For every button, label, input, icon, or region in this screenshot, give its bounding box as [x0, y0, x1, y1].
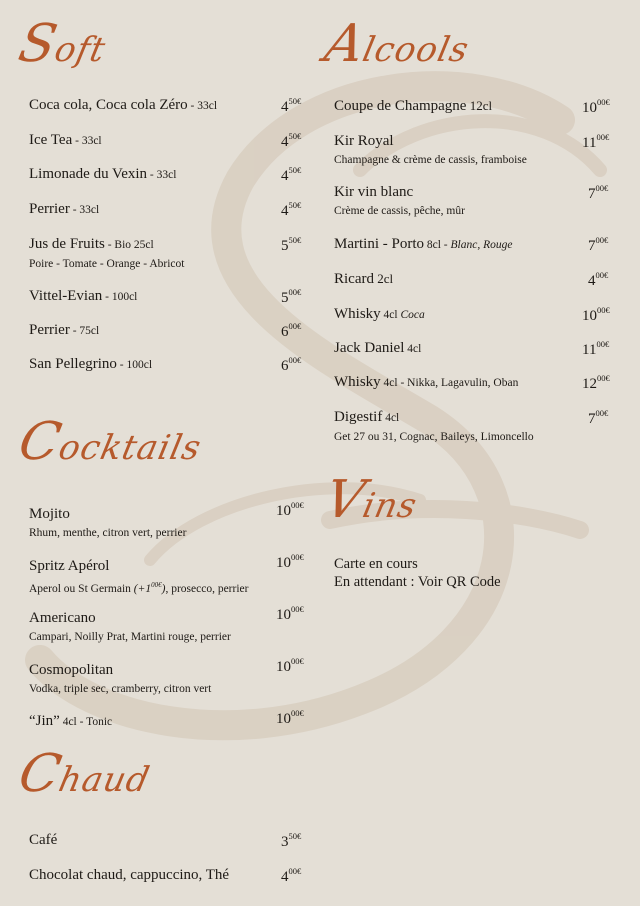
item-description: Aperol ou St Germain $(+1^{00€})$, prosecco, perrier: [29, 581, 249, 595]
item-description: Champagne & crème de cassis, framboise: [334, 154, 527, 166]
section-title-chaud-cap: C: [13, 744, 68, 804]
item-description: Crème de cassis, pêche, mûr: [334, 205, 465, 217]
item-name: Chocolat chaud, cappuccino, Thé: [29, 867, 230, 883]
section-title-alcools-rest: lcools: [359, 30, 473, 70]
item-size: - 75cl: [69, 325, 100, 337]
section-title-soft-rest: oft: [51, 30, 110, 70]
item-price: $4^{50€}$: [281, 131, 302, 150]
menu-item: [29, 287, 137, 306]
item-price: $3^{50€}$: [281, 831, 302, 850]
menu-item: [29, 165, 176, 184]
item-name: Americano: [29, 610, 96, 626]
item-name: San Pellegrino: [29, 356, 117, 372]
item-name: Martini - Porto: [334, 236, 424, 252]
menu-item: [334, 97, 492, 115]
item-size: - Bio 25cl: [104, 239, 154, 251]
section-title-vins: [320, 470, 425, 530]
section-title-soft-cap: S: [13, 14, 64, 74]
item-size: 4cl: [382, 412, 400, 424]
item-price: $10^{00€}$: [276, 500, 304, 519]
item-name: Limonade du Vexin: [29, 166, 148, 182]
item-size: - 100cl: [116, 359, 153, 371]
menu-item: [334, 408, 534, 445]
item-description: Get 27 ou 31, Cognac, Baileys, Limoncello: [334, 431, 534, 443]
menu-item: [29, 557, 248, 597]
item-name: Spritz Apérol: [29, 558, 110, 574]
item-name: Ice Tea: [29, 132, 73, 148]
item-description: Rhum, menthe, citron vert, perrier: [29, 527, 187, 539]
section-title-alcools-cap: A: [319, 14, 371, 74]
item-price: $10^{00€}$: [582, 305, 610, 324]
item-price: $11^{00€}$: [582, 132, 610, 151]
item-size-variant: Blanc, Rouge: [450, 239, 513, 251]
menu-item: [29, 831, 57, 849]
item-size: - 100cl: [102, 291, 138, 303]
menu-item: [29, 609, 231, 645]
item-price: $5^{00€}$: [281, 287, 302, 306]
menu-item: [29, 866, 229, 884]
section-title-vins-cap: V: [319, 470, 371, 530]
menu-item: [29, 505, 186, 541]
item-price: $10^{00€}$: [276, 604, 304, 623]
item-size: - 33cl: [69, 204, 100, 216]
item-price: $6^{00€}$: [281, 321, 302, 340]
item-size: 4cl: [380, 309, 401, 321]
item-name: Cosmopolitan: [29, 662, 114, 678]
item-price: $10^{00€}$: [276, 552, 304, 571]
item-name: Whisky: [334, 374, 381, 390]
menu-item: [334, 373, 518, 392]
menu-item: [334, 305, 425, 324]
menu-item: [334, 339, 421, 358]
section-title-alcools: [320, 14, 477, 74]
item-name: Perrier: [29, 322, 70, 338]
section-title-cocktails: [14, 412, 209, 472]
item-name: Kir Royal: [334, 133, 394, 149]
item-price: $10^{00€}$: [582, 97, 610, 116]
item-price: $4^{50€}$: [281, 165, 302, 184]
item-price: $4^{50€}$: [281, 200, 302, 219]
item-name: Vittel-Evian: [29, 288, 103, 304]
section-title-chaud: [14, 744, 157, 804]
item-size: 2cl: [373, 271, 394, 286]
item-price: $12^{00€}$: [582, 373, 610, 392]
menu-item: [29, 235, 184, 272]
item-name: “Jin”: [29, 713, 60, 729]
item-name: Whisky: [334, 306, 381, 322]
menu-item: [29, 661, 211, 697]
section-title-soft: [14, 14, 113, 74]
item-price: $6^{00€}$: [281, 355, 302, 374]
item-price: $11^{00€}$: [582, 339, 610, 358]
item-name: Ricard: [334, 271, 374, 287]
item-size: - 33cl: [187, 100, 218, 112]
item-name: Jack Daniel: [334, 340, 405, 356]
item-name: Coupe de Champagne: [334, 98, 467, 114]
menu-item: [334, 270, 393, 288]
item-size: 4cl - Tonic: [59, 716, 113, 728]
item-name: Kir vin blanc: [334, 184, 414, 200]
item-name: Mojito: [29, 506, 70, 522]
menu-item: [29, 96, 217, 115]
menu-item: [29, 321, 99, 340]
menu-item: [334, 235, 512, 254]
wine-note-line-1: Carte en cours: [334, 556, 418, 572]
item-price: $10^{00€}$: [276, 656, 304, 675]
item-description: Campari, Noilly Prat, Martini rouge, perrier: [29, 631, 231, 643]
item-description: Vodka, triple sec, cramberry, citron vert: [29, 683, 212, 695]
item-price: $4^{50€}$: [281, 96, 302, 115]
menu-item: [29, 200, 99, 219]
item-name: Digestif: [334, 409, 383, 425]
item-size-variant: Coca: [400, 309, 425, 321]
item-name: Café: [29, 832, 58, 848]
menu-item: [29, 712, 112, 731]
item-price: $5^{50€}$: [281, 235, 302, 254]
item-size: 4cl: [404, 343, 422, 355]
item-price: $7^{00€}$: [588, 235, 609, 254]
item-price: $4^{00€}$: [588, 270, 609, 289]
section-title-cocktails-cap: C: [13, 412, 68, 472]
item-name: Perrier: [29, 201, 70, 217]
item-price: $7^{00€}$: [588, 408, 609, 427]
item-price: $7^{00€}$: [588, 183, 609, 202]
section-title-cocktails-rest: ocktails: [55, 428, 206, 468]
wine-note-line-2: En attendant : Voir QR Code: [334, 574, 501, 590]
item-description: Poire - Tomate - Orange - Abricot: [29, 258, 185, 270]
menu-item: [334, 132, 527, 168]
item-name: Jus de Fruits: [29, 236, 105, 252]
item-price: $10^{00€}$: [276, 708, 304, 727]
section-title-chaud-rest: haud: [55, 760, 154, 800]
menu-item: [29, 131, 102, 150]
item-size: 12cl: [466, 98, 493, 113]
menu-item: [334, 183, 465, 219]
item-size: 8cl -: [424, 239, 451, 251]
menu-item: [29, 355, 152, 374]
item-size: 4cl - Nikka, Lagavulin, Oban: [380, 377, 519, 389]
item-size: - 33cl: [147, 169, 177, 181]
item-name: Coca cola, Coca cola Zéro: [29, 97, 188, 113]
item-size: - 33cl: [72, 135, 102, 147]
item-price: $4^{00€}$: [281, 866, 302, 885]
section-title-vins-rest: ins: [359, 486, 421, 526]
